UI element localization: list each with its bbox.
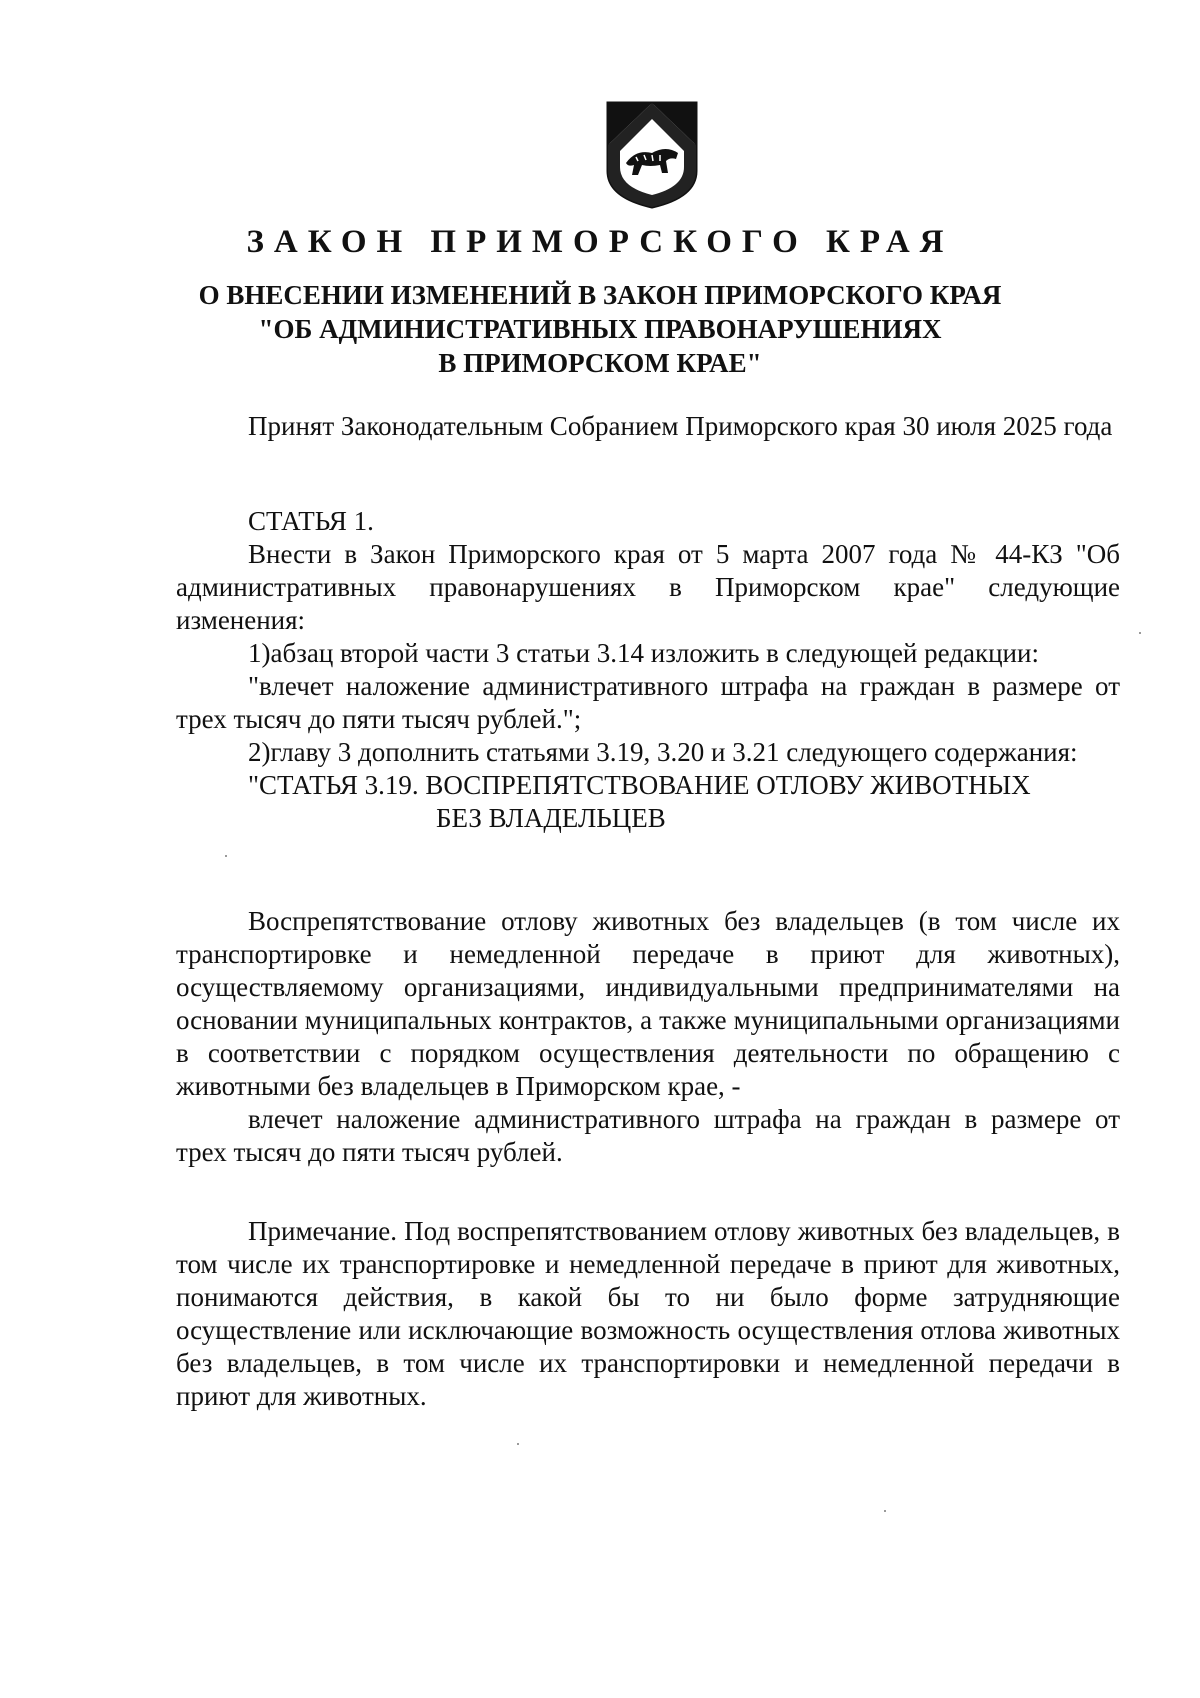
article-3-19-note: Примечание. Под воспрепятствованием отлову животных без владельцев, в том числе их транспортировке и немедленной передаче в приют для животных, понимаются действия, в какой бы то ни было форме затрудняющие осуществление или исключающие возможность осуществления отлова животных без владельцев, в том числе их транспортировки и немедленной передачи в приют для животных. — [176, 1216, 1120, 1411]
article-3-19-heading — [248, 769, 1120, 835]
scan-speck — [225, 855, 227, 857]
article-1-intro: Внести в Закон Приморского края от 5 марта 2007 года № 44-КЗ "Об административных правонарушениях в Приморском крае" следующие изменения: — [176, 539, 1120, 635]
article-1-item-2: 2)главу 3 дополнить статьями 3.19, 3.20 и 3.21 следующего содержания: — [248, 737, 1078, 767]
subtitle-line: О ВНЕСЕНИИ ИЗМЕНЕНИЙ В ЗАКОН ПРИМОРСКОГО КРАЯ — [198, 280, 1002, 310]
article-3-19-penalty: влечет наложение административного штрафа на граждан в размере от трех тысяч до пяти тысяч рублей. — [176, 1104, 1120, 1167]
article-3-19-heading-line2: БЕЗ ВЛАДЕЛЬЦЕВ — [436, 803, 666, 833]
subtitle-line: "ОБ АДМИНИСТРАТИВНЫХ ПРАВОНАРУШЕНИЯХ — [258, 314, 942, 344]
article-3-19-disposition: Воспрепятствование отлову животных без владельцев (в том числе их транспортировке и немедленной передаче в приют для животных), осуществляемому организациями, индивидуальными предпринимателями на основании муниципальных контрактов, а также муниципальными организациями в соответствии с порядком осуществления деятельности по обращению с животными без владельцев в Приморском крае, - — [176, 906, 1120, 1101]
article-3-19-note-block — [176, 1215, 1120, 1413]
article-1-heading: СТАТЬЯ 1. — [248, 506, 374, 536]
article-3-19-body — [176, 905, 1120, 1169]
scan-speck — [1139, 632, 1141, 634]
article-3-19-heading-line1: "СТАТЬЯ 3.19. ВОСПРЕПЯТСТВОВАНИЕ ОТЛОВУ ЖИВОТНЫХ — [248, 770, 1031, 800]
article-1-item-1-text: "влечет наложение административного штрафа на граждан в размере от трех тысяч до пяти тысяч рублей."; — [176, 671, 1120, 734]
document-subtitle — [0, 278, 1200, 380]
adoption-block — [176, 410, 1120, 443]
article-1-item-1: 1)абзац второй части 3 статьи 3.14 изложить в следующей редакции: — [248, 638, 1039, 668]
adoption-statement: Принят Законодательным Собранием Приморского края 30 июля 2025 года — [248, 411, 1113, 441]
primorsky-krai-coat-of-arms-tiger-icon — [606, 101, 698, 209]
article-1 — [176, 505, 1120, 835]
subtitle-line: В ПРИМОРСКОМ КРАЕ" — [438, 348, 762, 378]
scan-speck — [517, 1443, 519, 1445]
document-title: ЗАКОН ПРИМОРСКОГО КРАЯ — [246, 224, 954, 260]
scan-speck — [884, 1510, 886, 1512]
